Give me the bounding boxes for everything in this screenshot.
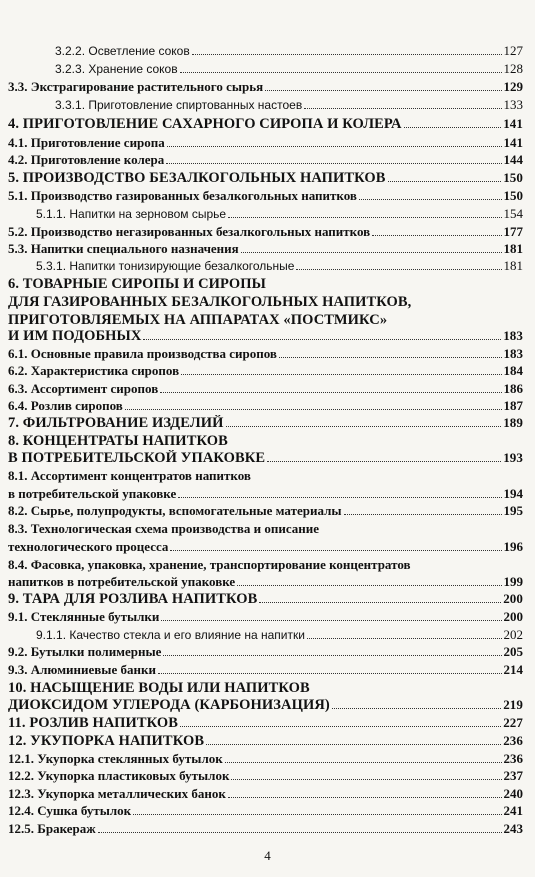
toc-entry-page: 189 <box>503 415 523 430</box>
toc-entry-page: 150 <box>503 188 523 203</box>
toc-entry-page: 186 <box>503 381 523 396</box>
toc-entry-label: 4.1. Приготовление сиропа <box>8 135 165 150</box>
toc-entry <box>8 188 523 204</box>
toc-entry-page: 133 <box>503 97 523 112</box>
toc-entry <box>8 116 523 132</box>
toc-entry <box>36 258 523 274</box>
dot-leader <box>279 357 502 358</box>
dot-leader <box>125 409 502 410</box>
toc-entry-page: 181 <box>503 241 523 256</box>
toc-entry <box>8 152 523 168</box>
page-number: 4 <box>264 848 271 863</box>
toc-entry-page: 227 <box>503 715 523 730</box>
dot-leader <box>307 638 502 639</box>
toc-entry-page: 181 <box>503 258 523 273</box>
toc-entry-label: 7. ФИЛЬТРОВАНИЕ ИЗДЕЛИЙ <box>8 415 224 431</box>
toc-entry-heading: 8.3. Технологическая схема производства и описание <box>8 521 320 536</box>
toc-entry <box>8 363 523 379</box>
toc-entry <box>8 539 523 555</box>
dot-leader <box>166 163 501 164</box>
toc-entry-page: 219 <box>503 697 523 712</box>
dot-leader <box>206 744 501 745</box>
toc-entry <box>8 503 523 519</box>
toc-entry-label: 11. РОЗЛИВ НАПИТКОВ <box>8 715 179 731</box>
toc-entry-page: 200 <box>503 609 523 624</box>
toc-entry-page: 194 <box>503 486 523 501</box>
toc-entry <box>8 591 523 607</box>
toc-entry-page: 200 <box>503 591 523 606</box>
dot-leader <box>158 673 502 674</box>
dot-leader <box>170 550 501 551</box>
dot-leader <box>163 655 501 656</box>
toc-entry <box>8 697 523 713</box>
dot-leader <box>143 339 501 340</box>
toc-entry-label: И ИМ ПОДОБНЫХ <box>8 328 142 344</box>
dot-leader <box>404 127 502 128</box>
dot-leader <box>178 497 501 498</box>
toc-entry-page: 243 <box>503 821 523 836</box>
dot-leader <box>228 217 501 218</box>
toc-entry-label: в потребительской упаковке <box>8 486 177 501</box>
dot-leader <box>167 146 502 147</box>
toc-entry-heading: 6. ТОВАРНЫЕ СИРОПЫ И СИРОПЫ <box>8 276 267 292</box>
toc-entry-heading: 10. НАСЫЩЕНИЕ ВОДЫ ИЛИ НАПИТКОВ <box>8 680 310 696</box>
dot-leader <box>180 726 501 727</box>
toc-entry <box>8 821 523 837</box>
toc-entry-page: 205 <box>503 644 523 659</box>
dot-leader <box>296 269 501 270</box>
toc-entry <box>8 79 523 95</box>
toc-entry-label: 5.1. Производство газированных безалкогольных напитков <box>8 188 357 203</box>
dot-leader <box>98 832 502 833</box>
toc-entry <box>8 662 523 678</box>
toc-entry-label: 3.2.3. Хранение соков <box>55 62 178 76</box>
toc-entry <box>55 43 523 59</box>
toc-entry <box>8 644 523 660</box>
dot-leader <box>160 392 501 393</box>
toc-entry-page: 193 <box>503 450 523 465</box>
toc-entry-label: 4.2. Приготовление колера <box>8 152 165 167</box>
dot-leader <box>181 374 501 375</box>
toc-entry-heading: 8. КОНЦЕНТРАТЫ НАПИТКОВ <box>8 433 228 449</box>
dot-leader <box>344 514 502 515</box>
toc-entry <box>8 346 523 362</box>
toc-entry-page: 177 <box>503 224 523 239</box>
toc-entry <box>8 135 523 151</box>
toc-entry-heading: ПРИГОТОВЛЯЕМЫХ НА АППАРАТАХ «ПОСТМИКС» <box>8 312 388 328</box>
toc-entry-label: напитков в потребительской упаковке <box>8 574 236 589</box>
toc-entry-page: 150 <box>503 170 523 185</box>
toc-entry-label: 9.2. Бутылки полимерные <box>8 644 162 659</box>
toc-entry-page: 129 <box>503 79 523 94</box>
toc-entry <box>36 206 523 222</box>
toc-entry-label: 12.4. Сушка бутылок <box>8 803 132 818</box>
toc-entry-heading: 8.4. Фасовка, упаковка, хранение, транспортирование концентратов <box>8 557 411 572</box>
toc-entry-page: 237 <box>503 768 523 783</box>
toc-entry-page: 141 <box>503 116 523 131</box>
toc-entry-label: технологического процесса <box>8 539 169 554</box>
dot-leader <box>133 814 501 815</box>
toc-entry-page: 236 <box>503 751 523 766</box>
dot-leader <box>241 252 502 253</box>
dot-leader <box>359 199 502 200</box>
toc-entry-label: 12.5. Бракераж <box>8 821 96 836</box>
toc-entry <box>8 609 523 625</box>
toc-entry-page: 196 <box>503 539 523 554</box>
dot-leader <box>192 54 502 55</box>
toc-entry <box>8 768 523 784</box>
dot-leader <box>225 762 502 763</box>
toc-entry-label: 5.1.1. Напитки на зерновом сырье <box>36 207 227 221</box>
toc-entry-page: 236 <box>503 733 523 748</box>
toc-entry-label: 12. УКУПОРКА НАПИТКОВ <box>8 733 205 749</box>
toc-entry-page: 240 <box>503 786 523 801</box>
toc-entry-label: 9. ТАРА ДЛЯ РОЗЛИВА НАПИТКОВ <box>8 591 258 607</box>
toc-entry <box>8 486 523 502</box>
toc-entry-page: 144 <box>503 152 523 167</box>
toc-entry-label: 12.1. Укупорка стеклянных бутылок <box>8 751 223 766</box>
toc-entry-label: 3.2.2. Осветление соков <box>55 44 190 58</box>
toc-entry-label: ДИОКСИДОМ УГЛЕРОДА (КАРБОНИЗАЦИЯ) <box>8 697 330 713</box>
toc-entry <box>55 97 523 113</box>
dot-leader <box>265 90 501 91</box>
toc-entry-page: 154 <box>503 206 523 221</box>
toc-entry-page: 202 <box>503 627 523 642</box>
toc-entry-label: 4. ПРИГОТОВЛЕНИЕ САХАРНОГО СИРОПА И КОЛЕРА <box>8 116 402 132</box>
dot-leader <box>237 585 501 586</box>
toc-entry-page: 199 <box>503 574 523 589</box>
toc-entry <box>8 450 523 466</box>
dot-leader <box>372 235 501 236</box>
toc-entry-page: 241 <box>503 803 523 818</box>
dot-leader <box>267 461 501 462</box>
toc-entry-label: 3.3.1. Приготовление спиртованных настоев <box>55 98 303 112</box>
toc-entry-page: 195 <box>503 503 523 518</box>
toc-entry <box>8 170 523 186</box>
toc-entry-label: 6.1. Основные правила производства сиропов <box>8 346 277 361</box>
toc-entry <box>8 224 523 240</box>
dot-leader <box>259 602 501 603</box>
toc-entry-label: 8.2. Сырье, полупродукты, вспомогательные материалы <box>8 503 342 518</box>
toc-entry-label: 12.3. Укупорка металлических банок <box>8 786 226 801</box>
toc-entry-label: 5.3.1. Напитки тонизирующие безалкогольные <box>36 259 295 273</box>
toc-entry-page: 184 <box>503 363 523 378</box>
dot-leader <box>180 72 502 73</box>
toc-entry-label: 5.2. Производство негазированных безалкогольных напитков <box>8 224 371 239</box>
toc-entry-label: В ПОТРЕБИТЕЛЬСКОЙ УПАКОВКЕ <box>8 450 266 466</box>
dot-leader <box>228 797 502 798</box>
toc-entry <box>8 733 523 749</box>
dot-leader <box>388 181 502 182</box>
toc-entry <box>8 398 523 414</box>
toc-entry <box>55 61 523 77</box>
toc-entry <box>36 627 523 643</box>
toc-entry-label: 3.3. Экстрагирование растительного сырья <box>8 79 264 94</box>
toc-entry <box>8 415 523 431</box>
toc-entry-page: 127 <box>503 43 523 58</box>
toc-entry-label: 12.2. Укупорка пластиковых бутылок <box>8 768 230 783</box>
toc-entry-label: 5.3. Напитки специального назначения <box>8 241 239 256</box>
dot-leader <box>332 708 501 709</box>
toc-entry-label: 6.3. Ассортимент сиропов <box>8 381 159 396</box>
toc-entry <box>8 574 523 590</box>
toc-entry-page: 183 <box>503 346 523 361</box>
toc-entry-label: 5. ПРОИЗВОДСТВО БЕЗАЛКОГОЛЬНЫХ НАПИТКОВ <box>8 170 386 186</box>
toc-entry-label: 9.1. Стеклянные бутылки <box>8 609 160 624</box>
toc-entry <box>8 241 523 257</box>
dot-leader <box>226 426 502 427</box>
toc-entry-heading: 8.1. Ассортимент концентратов напитков <box>8 468 251 483</box>
toc-entry <box>8 715 523 731</box>
toc-entry <box>8 381 523 397</box>
dot-leader <box>231 779 501 780</box>
toc-entry-page: 183 <box>503 328 523 343</box>
toc-entry <box>8 751 523 767</box>
toc-entry <box>8 786 523 802</box>
toc-entry-page: 128 <box>503 61 523 76</box>
toc-entry-page: 214 <box>503 662 523 677</box>
toc-entry-page: 187 <box>503 398 523 413</box>
toc-entry <box>8 328 523 344</box>
toc-entry-heading: ДЛЯ ГАЗИРОВАННЫХ БЕЗАЛКОГОЛЬНЫХ НАПИТКОВ, <box>8 294 412 310</box>
dot-leader <box>304 108 501 109</box>
dot-leader <box>161 620 501 621</box>
toc-entry <box>8 803 523 819</box>
toc-entry-label: 6.4. Розлив сиропов <box>8 398 123 413</box>
toc-entry-label: 9.1.1. Качество стекла и его влияние на напитки <box>36 628 305 642</box>
toc-entry-label: 9.3. Алюминиевые банки <box>8 662 156 677</box>
toc-entry-label: 6.2. Характеристика сиропов <box>8 363 180 378</box>
toc-entry-page: 141 <box>503 135 523 150</box>
